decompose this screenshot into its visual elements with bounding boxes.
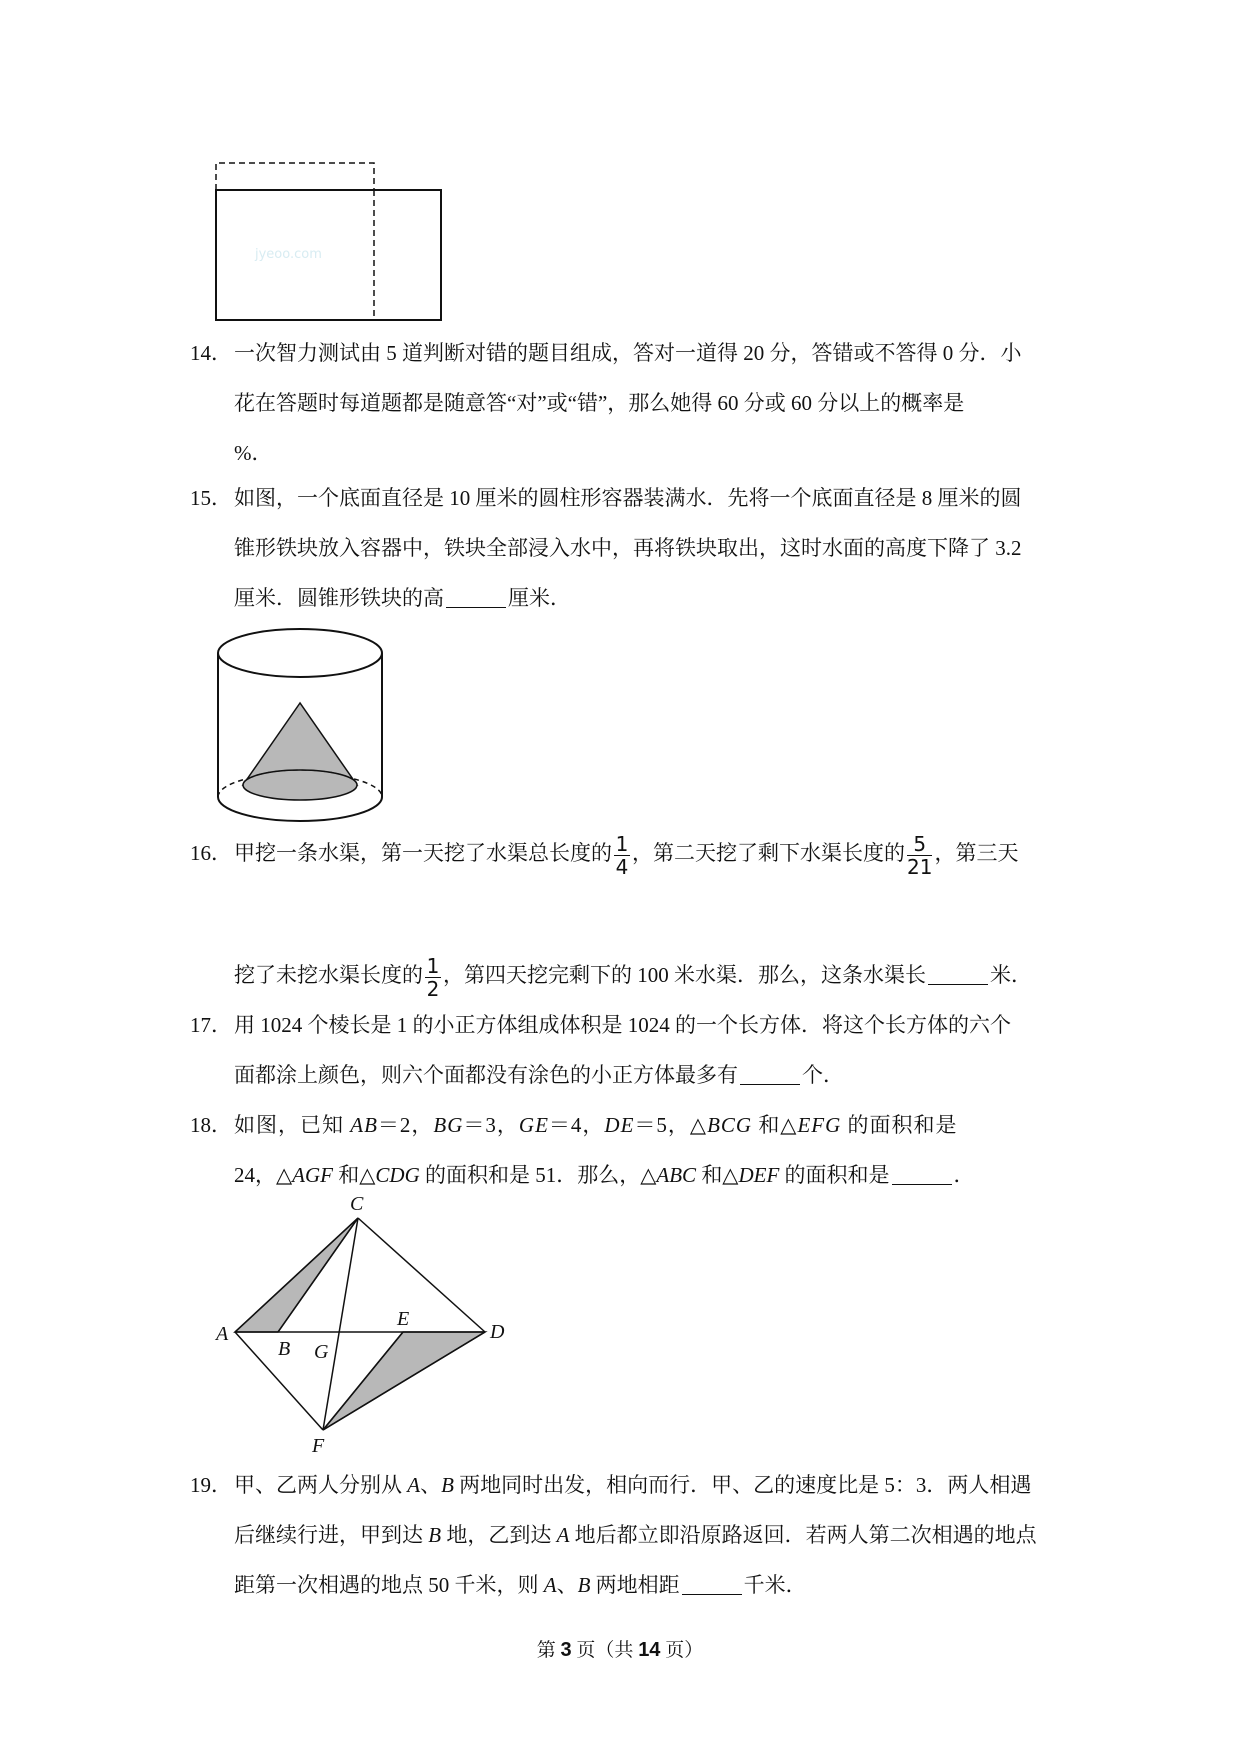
fraction (425, 955, 441, 1000)
question-number: 19． (190, 1473, 232, 1497)
text-part: 距第一次相遇的地点 50 千米，则 A、B 两地相距 (234, 1573, 680, 1597)
question-text: 如图，一个底面直径是 10 厘米的圆柱形容器装满水．先将一个底面直径是 8 厘米的圆 (234, 486, 1022, 510)
answer-blank (446, 587, 506, 608)
point-label-D: D (490, 1321, 505, 1343)
text-part: 24，△AGF 和△CDG 的面积和是 51．那么，△ABC 和△DEF 的面积和是 (234, 1163, 890, 1187)
question-18 (190, 1100, 1060, 1200)
answer-blank (740, 1064, 800, 1085)
question-number: 18． (190, 1113, 232, 1137)
answer-blank (928, 964, 988, 985)
question-text (190, 1050, 1060, 1100)
answer-blank (892, 1164, 952, 1185)
text-part: 厘米．圆锥形铁块的高 (234, 586, 444, 610)
point-label-C: C (350, 1193, 364, 1215)
question-text: ，第二天挖了剩下水渠长度的 (632, 841, 905, 865)
question-text: 甲挖一条水渠，第一天挖了水渠总长度的 (234, 841, 612, 865)
question-text (190, 573, 1060, 623)
point-label-B: B (278, 1338, 291, 1360)
question-text: ，第四天挖完剩下的 100 米水渠．那么，这条水渠长 (443, 963, 926, 987)
question-number: 17． (190, 1013, 232, 1037)
watermark: jyeoo.com (255, 247, 322, 262)
denominator: 21 (907, 854, 933, 879)
numerator: 1 (426, 953, 440, 978)
question-text (190, 1560, 1060, 1610)
footer-suffix: 页） (660, 1640, 704, 1661)
text-part: ． (953, 1163, 975, 1187)
footer-prefix: 第 (536, 1640, 561, 1661)
question-text: ，第三天 (934, 841, 1019, 865)
fraction (907, 833, 932, 878)
numerator: 5 (913, 831, 927, 856)
denominator: 4 (615, 854, 629, 879)
numerator: 1 (615, 831, 629, 856)
question-text: 花在答题时每道题都是随意答“对”或“错”，那么她得 60 分或 60 分以上的概率是 (234, 391, 965, 415)
question-15 (190, 473, 1060, 623)
question-17 (190, 1000, 1060, 1100)
question-19 (190, 1460, 1060, 1610)
question-text: 后继续行进，甲到达 B 地，乙到达 A 地后都立即沿原路返回．若两人第二次相遇的地点 (234, 1523, 1037, 1547)
point-label-E: E (397, 1308, 410, 1330)
point-label-A: A (216, 1323, 229, 1345)
rectangle-figure (215, 162, 445, 327)
answer-blank (682, 1574, 742, 1595)
text-part: 厘米． (508, 586, 571, 610)
text-part: 个． (802, 1063, 844, 1087)
page-number: 3 (560, 1639, 572, 1661)
question-number: 15． (190, 486, 232, 510)
question-text: 锥形铁块放入容器中，铁块全部浸入水中，再将铁块取出，这时水面的高度下降了 3.2 (234, 536, 1022, 560)
point-label-F: F (312, 1435, 325, 1455)
page-footer (0, 1635, 1240, 1662)
question-number: 14． (190, 341, 232, 365)
cylinder-cone-figure (215, 625, 395, 825)
text-part: 千米． (743, 1573, 807, 1597)
denominator: 2 (426, 976, 440, 1001)
question-text: 如图，已知 AB＝2，BG＝3，GE＝4，DE＝5，△BCG 和△EFG 的面积和是 (234, 1113, 958, 1137)
page-total: 14 (638, 1639, 661, 1661)
footer-middle: 页（共 (571, 1640, 639, 1661)
question-text: %． (234, 441, 273, 465)
question-16 (190, 828, 1070, 1010)
point-label-G: G (314, 1341, 329, 1363)
question-text: 用 1024 个棱长是 1 的小正方体组成体积是 1024 的一个长方体．将这个长方体的六个 (234, 1013, 1011, 1037)
text-part: 面都涂上颜色，则六个面都没有涂色的小正方体最多有 (234, 1063, 738, 1087)
question-number: 16． (190, 841, 232, 865)
fraction (614, 833, 630, 878)
triangle-figure (210, 1190, 530, 1455)
question-text: 一次智力测试由 5 道判断对错的题目组成，答对一道得 20 分，答错或不答得 0 分．小 (234, 341, 1022, 365)
question-14 (190, 328, 1060, 478)
question-text: 米． (990, 963, 1032, 987)
question-text: 甲、乙两人分别从 A、B 两地同时出发，相向而行．甲、乙的速度比是 5：3．两人相遇 (234, 1473, 1032, 1497)
question-text: 挖了未挖水渠长度的 (234, 963, 423, 987)
